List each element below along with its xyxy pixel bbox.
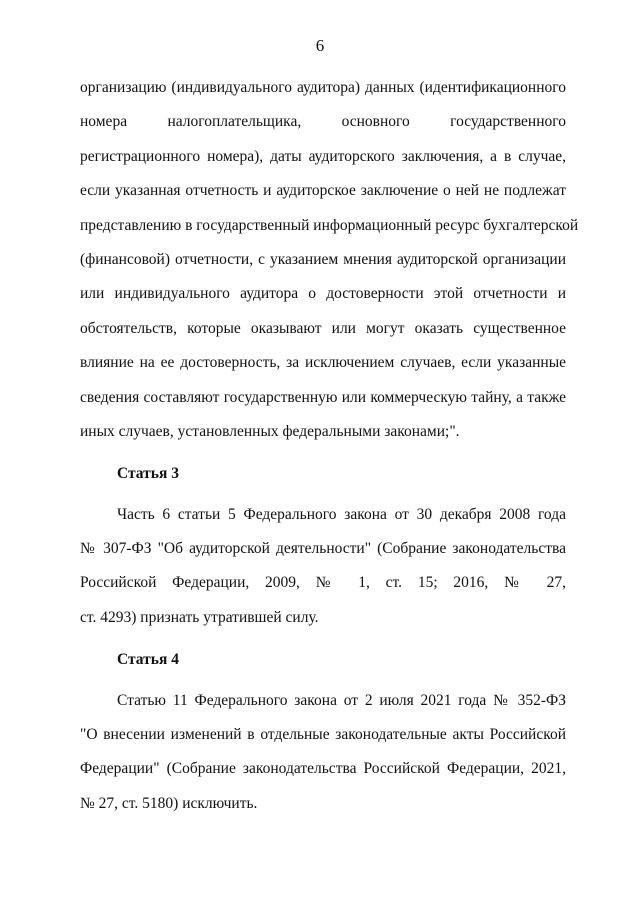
text-line: или индивидуального аудитора о достоверности этой отчетности и bbox=[80, 285, 566, 303]
document-body bbox=[80, 71, 579, 821]
text-line: представлению в государственный информационный ресурс бухгалтерской bbox=[80, 216, 579, 234]
text-line: (финансовой) отчетности, с указанием мнения аудиторской организации bbox=[80, 250, 566, 268]
text-line: номера налогоплательщика, основного государственного bbox=[80, 113, 566, 131]
paragraph-continuation bbox=[80, 71, 579, 449]
text-line: обстоятельств, которые оказывают или могут оказать существенное bbox=[80, 319, 566, 337]
text-line: Федерации" (Собрание законодательства Российской Федерации, 2021, bbox=[80, 760, 566, 778]
article-3-heading: Статья 3 bbox=[117, 465, 179, 483]
text-line: если указанная отчетность и аудиторское заключение о ней не подлежат bbox=[80, 182, 566, 200]
article-4-text bbox=[80, 684, 566, 822]
text-line: регистрационного номера), даты аудиторского заключения, а в случае, bbox=[80, 147, 566, 165]
text-line: № 307-ФЗ "Об аудиторской деятельности" (Собрание законодательства bbox=[80, 540, 566, 558]
text-line: иных случаев, установленных федеральными законами;". bbox=[80, 422, 460, 440]
article-4-heading: Статья 4 bbox=[117, 651, 179, 669]
text-line: № 27, ст. 5180) исключить. bbox=[80, 794, 258, 812]
text-line: Российской Федерации, 2009, № 1, ст. 15; 2016, № 27, bbox=[80, 574, 566, 592]
text-line: организацию (индивидуального аудитора) данных (идентификационного bbox=[80, 79, 566, 96]
text-line: Часть 6 статьи 5 Федерального закона от 30 декабря 2008 года bbox=[117, 505, 566, 523]
text-line: сведения составляют государственную или коммерческую тайну, а также bbox=[80, 388, 566, 406]
text-line: ст. 4293) признать утратившей силу. bbox=[80, 608, 319, 626]
text-line: Статью 11 Федерального закона от 2 июля 2021 года № 352-ФЗ bbox=[117, 691, 566, 709]
article-3-text bbox=[80, 498, 566, 636]
text-line: влияние на ее достоверность, за исключением случаев, если указанные bbox=[80, 354, 566, 372]
page-number: 6 bbox=[315, 36, 325, 55]
text-line: "О внесении изменений в отдельные законодательные акты Российской bbox=[80, 726, 566, 744]
